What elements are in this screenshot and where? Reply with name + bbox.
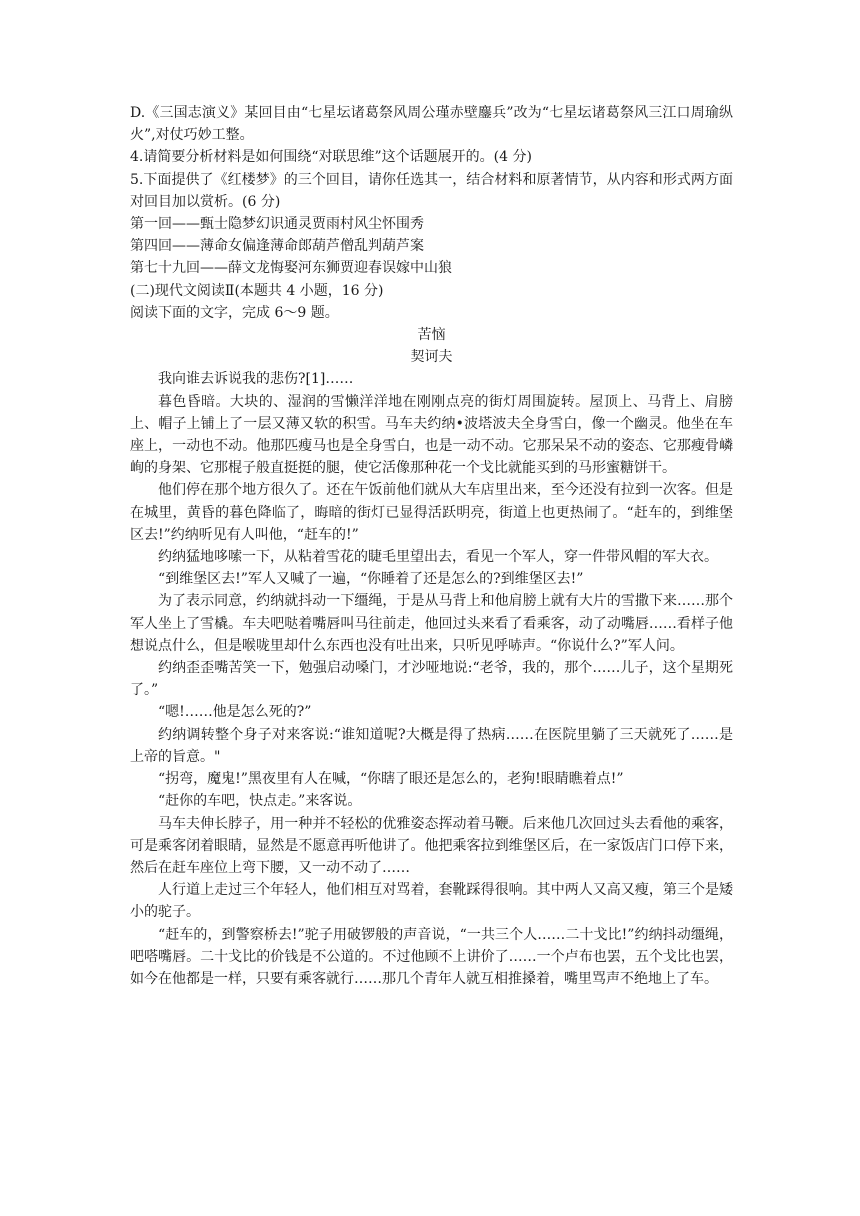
question-5: 5.下面提供了《红楼梦》的三个回目，请你任选其一，结合材料和原著情节，从内容和形式两方面对回目加以赏析。(6 分) (130, 171, 733, 210)
story-paragraph: 为了表示同意，约纳就抖动一下缰绳，于是从马背上和他肩膀上就有大片的雪撒下来……那个军人坐上了雪橇。车夫吧哒着嘴唇叫马往前走，他回过头来看了看乘客，动了动嘴唇……看样子他想说点什么，但是喉咙里却什么东西也没有吐出来，只听见呼哧声。“你说什么?”军人问。 (130, 593, 733, 654)
story-paragraph: 人行道上走过三个年轻人，他们相互对骂着，套靴踩得很响。其中两人又高又瘦，第三个是矮小的驼子。 (130, 882, 733, 921)
story-title: 苦恼 (417, 327, 446, 344)
story-paragraph: 我向谁去诉说我的悲伤?[1]…… (158, 371, 354, 388)
chapter-title-79: 第七十九回——薛文龙悔娶河东狮贾迎春误嫁中山狼 (130, 260, 452, 277)
section-heading: (二)现代文阅读Ⅱ(本题共 4 小题，16 分) (130, 282, 384, 299)
document-page (130, 102, 733, 990)
story-paragraph: 约纳猛地哆嗦一下，从粘着雪花的睫毛里望出去，看见一个军人，穿一件带风帽的军大衣。 (158, 549, 718, 566)
story-paragraph: 约纳调转整个身子对来客说:“谁知道呢?大概是得了热病……在医院里躺了三天就死了……是上帝的旨意。" (130, 726, 733, 765)
story-paragraph: 约纳歪歪嘴苦笑一下，勉强启动嗓门，才沙哑地说:“老爷，我的，那个……儿子，这个星期死了。” (130, 660, 733, 699)
story-paragraph: “拐弯，魔鬼!”黑夜里有人在喊，“你瞎了眼还是怎么的，老狗!眼睛瞧着点!” (158, 771, 624, 788)
story-paragraph: 暮色昏暗。大块的、湿润的雪懒洋洋地在刚刚点亮的街灯周围旋转。屋顶上、马背上、肩膀上、帽子上铺上了一层又薄又软的积雪。马车夫约纳•波塔波夫全身雪白，像一个幽灵。他坐在车座上，一动也不动。他那匹瘦马也是全身雪白，也是一动不动。它那呆呆不动的姿态、它那瘦骨嶙峋的身架、它那棍子般直挺挺的腿，使它活像那种花一个戈比就能买到的马形蜜糖饼干。 (130, 393, 733, 477)
reading-instruction: 阅读下面的文字，完成 6～9 题。 (130, 304, 339, 321)
story-paragraph: 他们停在那个地方很久了。还在午饭前他们就从大车店里出来，至今还没有拉到一次客。但是在城里，黄昏的暮色降临了，晦暗的街灯已显得活跃明亮，街道上也更热闹了。“赶车的，到维堡区去!”约纳听见有人叫他，“赶车的!” (130, 482, 733, 543)
question-4: 4.请简要分析材料是如何围绕“对联思维”这个话题展开的。(4 分) (130, 149, 532, 166)
story-paragraph: “赶你的车吧，快点走。”来客说。 (158, 793, 362, 810)
story-paragraph: 马车夫伸长脖子，用一种并不轻松的优雅姿态挥动着马鞭。后来他几次回过头去看他的乘客，可是乘客闭着眼睛，显然是不愿意再听他讲了。他把乘客拉到维堡区后，在一家饭店门口停下来，然后在赶车座位上弯下腰，又一动不动了…… (130, 815, 733, 876)
story-paragraph: “嗯!……他是怎么死的?” (158, 704, 312, 721)
story-author: 契诃夫 (410, 349, 453, 366)
chapter-title-4: 第四回——薄命女偏逢薄命郎葫芦僧乱判葫芦案 (130, 238, 424, 255)
story-paragraph: “赶车的，到警察桥去!”驼子用破锣般的声音说，“一共三个人……二十戈比!”约纳抖动缰绳，吧嗒嘴唇。二十戈比的价钱是不公道的。不过他顾不上讲价了……一个卢布也罢，五个戈比也罢，如今在他都是一样，只要有乘客就行……那几个青年人就互相推搡着，嘴里骂声不绝地上了车。 (130, 926, 733, 987)
chapter-title-1: 第一回——甄士隐梦幻识通灵贾雨村风尘怀围秀 (130, 216, 424, 233)
option-d-text: D.《三国志演义》某回目由“七星坛诸葛祭风周公瑾赤壁鏖兵”改为“七星坛诸葛祭风三江口周瑜纵火”,对仗巧妙工整。 (130, 105, 733, 144)
story-paragraph: “到维堡区去!”军人又喊了一遍，“你睡着了还是怎么的?到维堡区去!” (158, 571, 584, 588)
